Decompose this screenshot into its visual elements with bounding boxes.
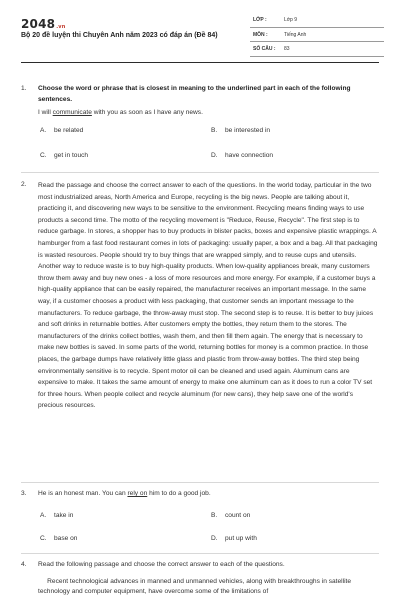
options-row <box>38 126 379 145</box>
question-separator <box>21 172 379 173</box>
options-row <box>38 534 379 553</box>
question-sentence: I will communicate with you as soon as I have any news. <box>38 109 203 117</box>
question-sentence: He is an honest man. You can rely on him to do a good job. <box>38 490 211 497</box>
option-c[interactable]: C. get in touch <box>40 151 89 159</box>
question-2 <box>21 180 379 412</box>
option-b[interactable]: B. count on <box>211 511 251 519</box>
question-number: 3. <box>21 490 27 497</box>
option-d[interactable]: D. put up with <box>211 534 257 542</box>
options-row <box>38 151 379 170</box>
header-divider <box>21 62 379 63</box>
meta-key: SỐ CÂU : <box>253 46 276 52</box>
meta-key: LỚP : <box>253 17 267 23</box>
document-meta <box>250 13 384 57</box>
option-c[interactable]: C. base on <box>40 534 78 542</box>
option-d[interactable]: D. have connection <box>211 151 274 159</box>
question-1 <box>21 84 379 170</box>
meta-row-subject <box>250 28 384 43</box>
meta-key: MÔN : <box>253 31 268 38</box>
question-separator <box>21 482 379 483</box>
question-prompt: Choose the word or phrase that is closest in meaning to the underlined part in each of the following sentences. <box>38 85 351 103</box>
meta-row-count <box>250 42 384 57</box>
meta-row-class <box>250 13 384 28</box>
question-4 <box>21 560 379 598</box>
reading-passage: Read the passage and choose the correct answer to each of the questions. In the world today, particular in the two most industrialized areas, North America and Europe, recycling is the big news. People are talking about it, practicing it, and discovering new ways to be sensitive to the environment. Recycling means finding ways to use products a second time. The motto of the recycling movement is "Reduce, Reuse, Recycle". The first step is to reduce garbage. In stores, a shopper has to buy products in blister packs, boxes and expensive plastic wrappings. A hamburger from a fast food restaurant comes in lots of packaging: usually paper, a box and a bag. All that packaging is wasted resources. People should try to buy things that are wrapped simply, and to reuse cups and utensils. Another way to reduce waste is to buy high-quality products. When low-quality appliances break, many customers throw them away and buy new ones - a loss of more resources and more energy. For example, if a customer buys a high-quality appliance that can be easily repaired, the manufacturer receives an important message. In the same way, if a customer chooses a product with less packaging, that customer sends an important message to the manufacturers. To reduce garbage, the throw-away must stop. The second step is to reuse. It is better to buy juices and soft drinks in returnable bottles. After customers empty the bottles, they return them to the stores. The manufacturers of the drinks collect bottles, wash them, and then fill them again. The energy that is necessary to make new bottles is saved. In some parts of the world, returning bottles for money is a common practice. In those places, the garbage dumps have relatively little glass and plastic from throw-away bottles. The third step being environmentally sensitive is to recycle. Spent motor oil can be cleaned and used again. Aluminum cans are expensive to make. It takes the same amount of energy to make one aluminum can as it does to run a color TV set for three hours. When people collect and recycle aluminum (for new cans), they help save one of the world's precious resources. <box>38 182 378 410</box>
logo-text: 2048 <box>21 17 56 31</box>
question-prompt: Read the following passage and choose the correct answer to each of the questions. <box>38 561 285 568</box>
option-b[interactable]: B. be interested in <box>211 126 271 134</box>
document-title: Bộ 20 đề luyện thi Chuyên Anh năm 2023 có đáp án (Đề 84) <box>21 32 218 39</box>
reading-passage: Recent technological advances in manned and unmanned vehicles, along with breakthroughs in satellite technology and computer equipment, have overcome some of the limitations of <box>38 577 353 596</box>
question-separator <box>21 553 379 554</box>
meta-value: Tiếng Anh <box>284 31 307 38</box>
site-logo[interactable] <box>21 17 66 31</box>
underlined-word: rely on <box>127 490 148 497</box>
meta-value: Lớp 9 <box>284 17 298 23</box>
logo-tld: .vn <box>56 24 66 30</box>
meta-value: 83 <box>284 46 290 52</box>
question-number: 4. <box>21 561 27 568</box>
question-number: 1. <box>21 85 27 92</box>
underlined-word: communicate <box>52 109 92 117</box>
option-a[interactable]: A. take in <box>40 511 74 519</box>
option-a[interactable]: A. be related <box>40 126 84 134</box>
question-number: 2. <box>21 181 27 188</box>
options-row <box>38 511 379 530</box>
question-3 <box>21 489 379 553</box>
